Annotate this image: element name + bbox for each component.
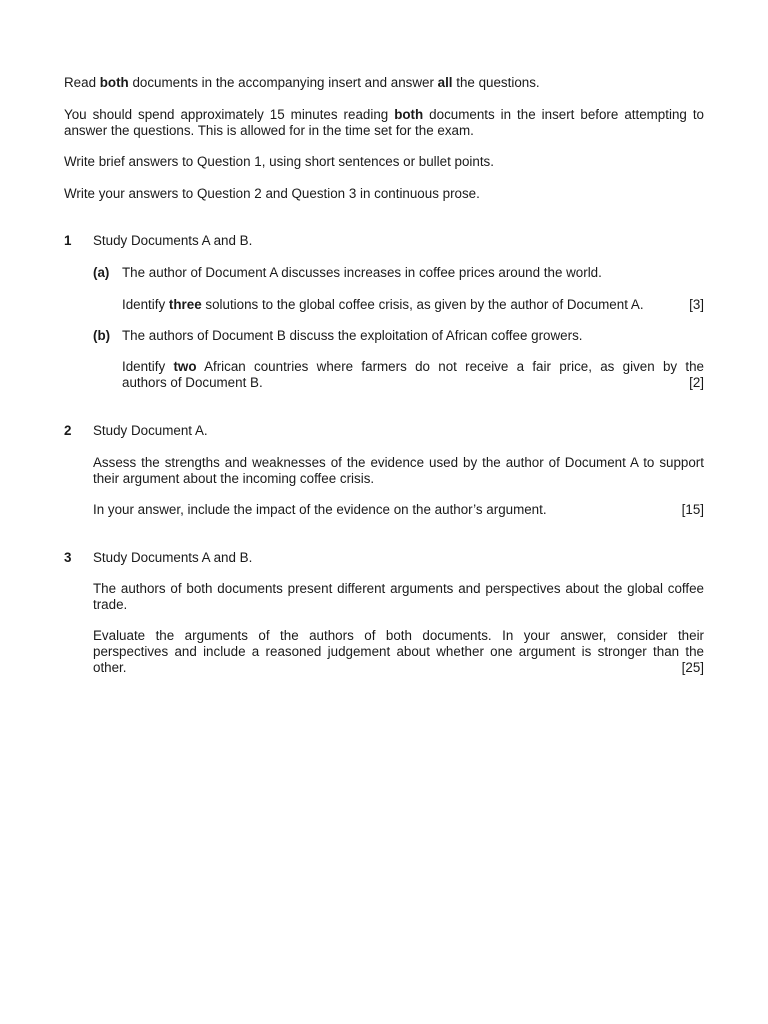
text-run: the questions.: [452, 75, 540, 90]
question-2-instruction: [93, 502, 704, 518]
instruction-text: Write your answers to Question 2 and Question 3 in continuous prose.: [64, 186, 480, 201]
question-stem: Study Document A.: [93, 423, 208, 438]
text-run: solutions to the global coffee crisis, as given by the author of Document A.: [201, 297, 644, 312]
instruction-reading-time: [64, 107, 704, 139]
question-3: [64, 550, 704, 566]
text-run: Identify: [122, 359, 174, 374]
text-run: Identify: [122, 297, 169, 312]
question-2: [64, 423, 704, 439]
question-stem: Study Documents A and B.: [93, 233, 253, 248]
question-3-context: [93, 581, 704, 613]
bold-run: both: [99, 75, 129, 90]
subquestion-text: The author of Document A discusses increases in coffee prices around the world.: [122, 265, 602, 280]
question-3-task: [93, 628, 704, 676]
text-run: Read: [64, 75, 100, 90]
question-1a-task: [122, 297, 704, 313]
marks-label: [25]: [681, 660, 704, 675]
question-number: 1: [64, 233, 72, 248]
question-1b-task: [122, 359, 704, 391]
question-number: 3: [64, 550, 72, 565]
question-paragraph: The authors of both documents present different arguments and perspectives about the global coffee trade.: [93, 581, 704, 612]
subquestion-label: (a): [93, 265, 110, 280]
question-1: [64, 233, 704, 249]
marks-label: [2]: [689, 375, 704, 390]
question-line: perspectives and include a reasoned judgement about whether one argument is stronger than the: [93, 644, 704, 659]
text-run: documents in the accompanying insert and answer: [128, 75, 438, 90]
bold-run: both: [394, 107, 424, 122]
question-paragraph: Assess the strengths and weaknesses of the evidence used by the author of Document A to support their argument about the incoming coffee crisis.: [93, 455, 704, 486]
marks-label: [15]: [681, 502, 704, 517]
instruction-text: Write brief answers to Question 1, using short sentences or bullet points.: [64, 154, 494, 169]
question-1b: [64, 328, 704, 344]
text-run: You should spend approximately 15 minutes reading: [64, 107, 395, 122]
bold-run: three: [168, 297, 202, 312]
bold-run: all: [437, 75, 453, 90]
question-line: other.: [93, 660, 127, 675]
instruction-q2-q3-format: [64, 186, 704, 202]
instruction-read-both: [64, 75, 704, 91]
subquestion-label: (b): [93, 328, 111, 343]
question-stem: Study Documents A and B.: [93, 550, 253, 565]
instruction-q1-format: [64, 154, 704, 170]
text-run: authors of Document B.: [122, 375, 263, 390]
subquestion-text: The authors of Document B discuss the exploitation of African coffee growers.: [122, 328, 583, 343]
question-number: 2: [64, 423, 72, 438]
question-line: Evaluate the arguments of the authors of both documents. In your answer, consider their: [93, 628, 704, 643]
marks-label: [3]: [689, 297, 704, 312]
question-1a: [64, 265, 704, 281]
text-run: documents in the insert before attempting to answer the questions. This is allowed for in the time set for the exam.: [64, 107, 704, 138]
question-2-task: [93, 455, 704, 487]
text-run: African countries where farmers do not receive a fair price, as given by the: [196, 359, 704, 374]
bold-run: two: [173, 359, 197, 374]
question-paragraph: In your answer, include the impact of the evidence on the author’s argument.: [93, 502, 547, 517]
